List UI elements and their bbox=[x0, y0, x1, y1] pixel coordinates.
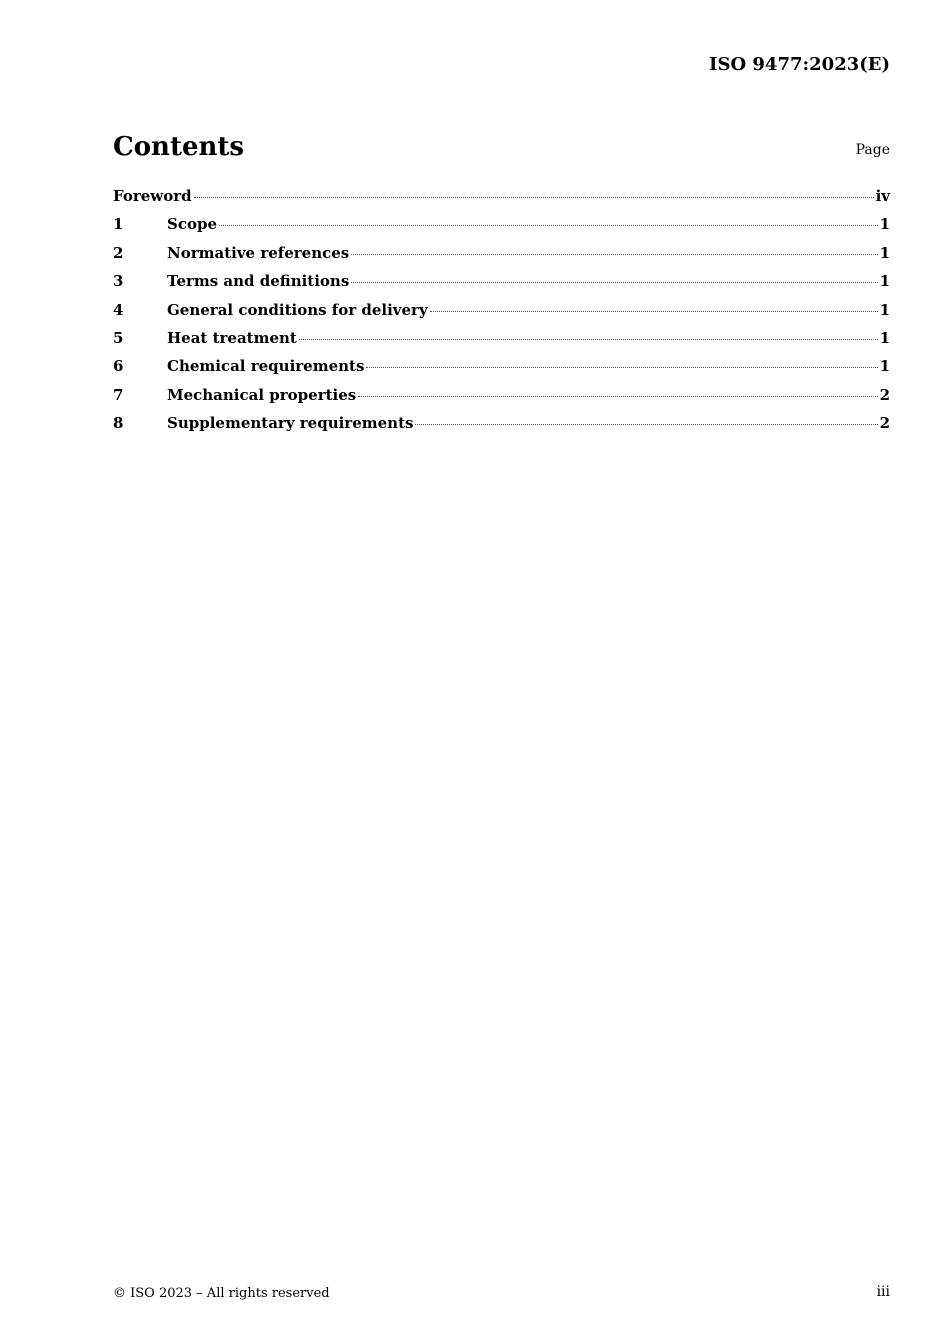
toc-entry-heat-treatment[interactable] bbox=[113, 326, 890, 354]
toc-entry-number: 7 bbox=[113, 385, 124, 404]
toc-entry-title: General conditions for delivery bbox=[167, 300, 428, 319]
toc-entry-number: 2 bbox=[113, 243, 124, 262]
toc-entry-page: 2 bbox=[879, 385, 890, 404]
toc-entry-number: 5 bbox=[113, 328, 124, 347]
toc-entry-general-conditions[interactable] bbox=[113, 298, 890, 326]
toc-entry-number: 8 bbox=[113, 414, 124, 433]
toc-leader-dots bbox=[194, 196, 874, 198]
copyright-notice: © ISO 2023 – All rights reserved bbox=[113, 1286, 330, 1301]
toc-entry-title: Heat treatment bbox=[167, 328, 297, 347]
toc-entry-title: Scope bbox=[167, 215, 218, 234]
toc-entry-title: Normative references bbox=[167, 243, 350, 262]
toc-entry-title: Chemical requirements bbox=[167, 357, 365, 376]
toc-entry-mechanical-properties[interactable] bbox=[113, 383, 890, 411]
toc-entry-page: 1 bbox=[879, 215, 890, 234]
toc-entry-page: 1 bbox=[879, 243, 890, 262]
toc-entry-page: 1 bbox=[879, 328, 890, 347]
toc-entry-page: 1 bbox=[879, 272, 890, 291]
toc-entry-title: Terms and definitions bbox=[167, 272, 350, 291]
toc-entry-page: 1 bbox=[879, 357, 890, 376]
toc-entry-title: Mechanical properties bbox=[167, 385, 357, 404]
toc-entry-page: 1 bbox=[879, 300, 890, 319]
toc-entry-number: 4 bbox=[113, 300, 124, 319]
toc-leader-dots bbox=[299, 338, 878, 340]
toc-leader-dots bbox=[351, 281, 877, 283]
toc-entry-foreword[interactable] bbox=[113, 184, 890, 212]
toc-entry-title: Foreword bbox=[113, 187, 192, 205]
toc-entry-number: 3 bbox=[113, 272, 124, 291]
toc-entry-normative-references[interactable] bbox=[113, 241, 890, 269]
page-number: iii bbox=[876, 1284, 890, 1300]
toc-entry-page: 2 bbox=[879, 414, 890, 433]
contents-title: Contents bbox=[113, 132, 245, 162]
toc-leader-dots bbox=[358, 395, 877, 397]
toc-entry-number: 1 bbox=[113, 215, 124, 234]
toc-leader-dots bbox=[415, 423, 877, 425]
toc-leader-dots bbox=[351, 253, 877, 255]
toc-leader-dots bbox=[430, 310, 878, 312]
toc-entry-supplementary-requirements[interactable] bbox=[113, 411, 890, 439]
toc-entry-title: Supplementary requirements bbox=[167, 414, 414, 433]
toc-leader-dots bbox=[219, 224, 878, 226]
toc-entry-scope[interactable] bbox=[113, 212, 890, 240]
page-column-label: Page bbox=[855, 142, 890, 158]
table-of-contents bbox=[113, 184, 890, 440]
toc-entry-chemical-requirements[interactable] bbox=[113, 354, 890, 382]
toc-entry-terms-and-definitions[interactable] bbox=[113, 269, 890, 297]
toc-leader-dots bbox=[366, 366, 877, 368]
document-id: ISO 9477:2023(E) bbox=[709, 54, 890, 75]
toc-entry-number: 6 bbox=[113, 357, 124, 376]
toc-entry-page: iv bbox=[875, 187, 890, 205]
